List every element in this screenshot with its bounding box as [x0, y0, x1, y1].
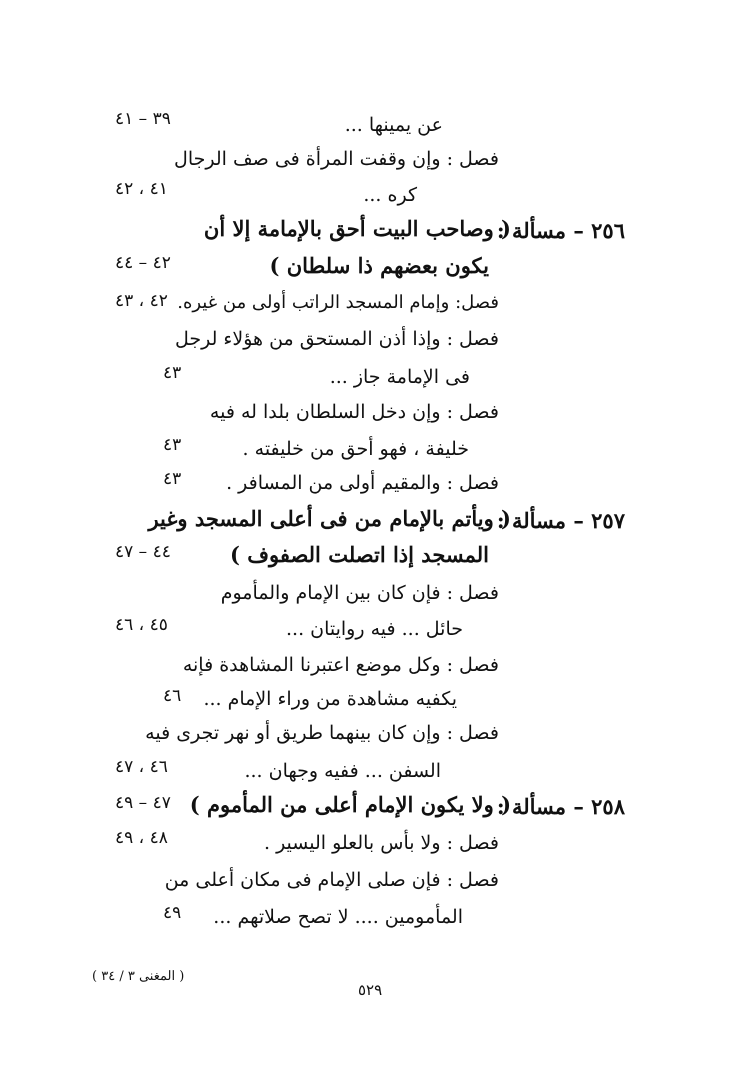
- entry-pages: ٤١ ، ٤٢: [115, 179, 168, 199]
- masala-text: يكون بعضهم ذا سلطان ): [269, 253, 489, 278]
- entry-text: فصل : وإن دخل السلطان بلدا له فيه: [209, 401, 499, 423]
- page-number: ٥٢٩: [358, 981, 383, 999]
- footnote-source: ( المغنى ٣ / ٣٤ ): [92, 969, 185, 984]
- masala-text: ( ويأتم بالإمام من فى أعلى المسجد وغير: [148, 506, 511, 531]
- entry-text: فى الإمامة جاز ...: [329, 366, 470, 388]
- entry-pages: ٤٦: [163, 686, 182, 706]
- entry-pages: ٤٧ – ٤٩: [115, 793, 171, 813]
- entry-text: المأمومين .... لا تصح صلاتهم ...: [213, 906, 463, 928]
- entry-pages: ٤٦ ، ٤٧: [115, 757, 168, 777]
- entry-pages: ٤٣: [163, 469, 182, 489]
- entry-pages: ٤٨ ، ٤٩: [115, 828, 168, 848]
- entry-pages: ٤٤ – ٤٧: [115, 542, 171, 562]
- entry-text: فصل : وإن وقفت المرأة فى صف الرجال: [174, 148, 499, 170]
- entry-pages: ٤٩: [163, 903, 182, 923]
- entry-text: خليفة ، فهو أحق من خليفته .: [242, 438, 469, 460]
- masala-number: ٢٥٧ – مسألة :: [496, 508, 625, 533]
- entry-text: فصل : والمقيم أولى من المسافر .: [226, 472, 499, 494]
- masala-text: ( وصاحب البيت أحق بالإمامة إلا أن: [203, 216, 511, 241]
- entry-text: كره ...: [363, 184, 417, 206]
- entry-text: حائل ... فيه روايتان ...: [285, 618, 463, 640]
- masala-text: ( ولا يكون الإمام أعلى من المأموم ): [189, 792, 511, 817]
- entry-text: فصل : فإن كان بين الإمام والمأموم: [220, 582, 499, 604]
- entry-text: عن يمينها ...: [344, 114, 443, 136]
- entry-pages: ٤٣: [163, 363, 182, 383]
- entry-text: فصل : وإن كان بينهما طريق أو نهر تجرى فيه: [145, 722, 499, 744]
- entry-pages: ٣٩ – ٤١: [115, 109, 171, 129]
- entry-text: فصل : وكل موضع اعتبرنا المشاهدة فإنه: [182, 654, 499, 676]
- entry-text: فصل : فإن صلى الإمام فى مكان أعلى من: [164, 869, 499, 891]
- entry-pages: ٤٢ – ٤٤: [115, 253, 171, 273]
- entry-text: فصل: وإمام المسجد الراتب أولى من غيره.: [177, 292, 499, 313]
- masala-number: ٢٥٦ – مسألة :: [496, 218, 625, 243]
- entry-text: يكفيه مشاهدة من وراء الإمام ...: [203, 688, 457, 710]
- masala-text: المسجد إذا اتصلت الصفوف ): [229, 542, 489, 567]
- entry-text: فصل : وإذا أذن المستحق من هؤلاء لرجل: [174, 328, 499, 350]
- masala-number: ٢٥٨ – مسألة :: [496, 794, 625, 819]
- entry-pages: ٤٢ ، ٤٣: [115, 291, 168, 311]
- entry-pages: ٤٥ ، ٤٦: [115, 615, 168, 635]
- entry-pages: ٤٣: [163, 435, 182, 455]
- entry-text: السفن ... ففيه وجهان ...: [244, 760, 441, 782]
- entry-text: فصل : ولا بأس بالعلو اليسير .: [263, 832, 499, 854]
